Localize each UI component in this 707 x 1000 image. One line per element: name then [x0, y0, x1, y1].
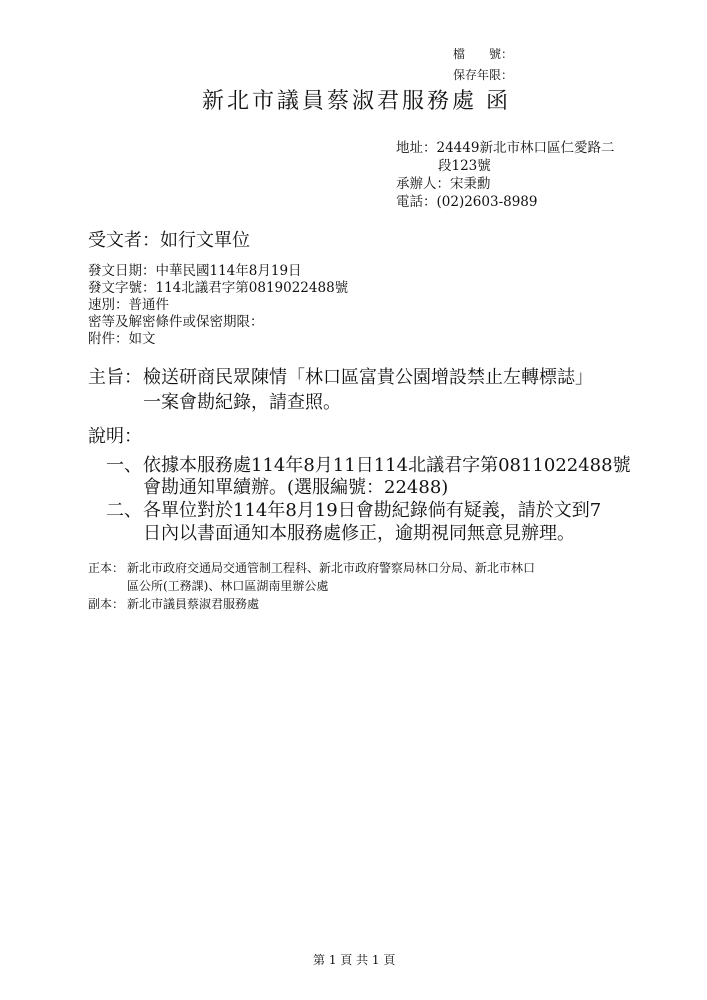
address-line-2: 段123號 — [438, 158, 491, 174]
explanation-item-line-1: 依據本服務處114年8月11日114北議君字第0811022488號 — [143, 455, 631, 476]
handler: 承辦人：宋秉勳 — [396, 176, 491, 192]
page-number: 第 1 頁 共 1 頁 — [313, 953, 396, 967]
letter-title: 新北市議員蔡淑君服務處 — [202, 89, 478, 114]
document-number: 發文字號：114北議君字第0819022488號 — [88, 280, 349, 296]
copy-recipients: 新北市議員蔡淑君服務處 — [127, 597, 260, 611]
issue-date: 發文日期：中華民國114年8月19日 — [88, 263, 302, 279]
retention-period-label: 保存年限： — [453, 68, 514, 82]
explanation-label: 說明： — [88, 426, 142, 447]
explanation-item-number: 二、 — [106, 500, 142, 521]
subject-line-1: 檢送研商民眾陳情「林口區富貴公園增設禁止左轉標誌」 — [143, 367, 593, 388]
explanation-item-line-2: 日內以書面通知本服務處修正，逾期視同無意見辦理。 — [143, 523, 575, 544]
main-recipients-line-1: 新北市政府交通局交通管制工程科、新北市政府警察局林口分局、新北市林口 — [127, 561, 536, 575]
security-level: 密等及解密條件或保密期限： — [88, 314, 264, 330]
main-recipients-label: 正本： — [88, 561, 125, 575]
explanation-item-line-1: 各單位對於114年8月19日會勘紀錄倘有疑義，請於文到7 — [143, 500, 602, 521]
explanation-item-line-2: 會勘通知單續辦。(選服編號：22488) — [143, 477, 449, 498]
subject-label: 主旨： — [88, 367, 142, 388]
attachment: 附件：如文 — [88, 331, 156, 347]
address-line-1: 地址：24449新北市林口區仁愛路二 — [396, 140, 615, 156]
explanation-item-number: 一、 — [106, 455, 142, 476]
subject-line-2: 一案會勘紀錄，請查照。 — [143, 392, 341, 413]
recipient: 受文者：如行文單位 — [88, 230, 250, 251]
file-number-label: 檔 號： — [453, 47, 514, 61]
phone: 電話：(02)2603-8989 — [396, 194, 538, 210]
main-recipients-line-2: 區公所(工務課)、林口區湖南里辦公處 — [127, 579, 329, 593]
delivery-speed: 速別：普通件 — [88, 297, 169, 313]
document-type: 函 — [486, 89, 512, 114]
copy-recipients-label: 副本： — [88, 597, 125, 611]
